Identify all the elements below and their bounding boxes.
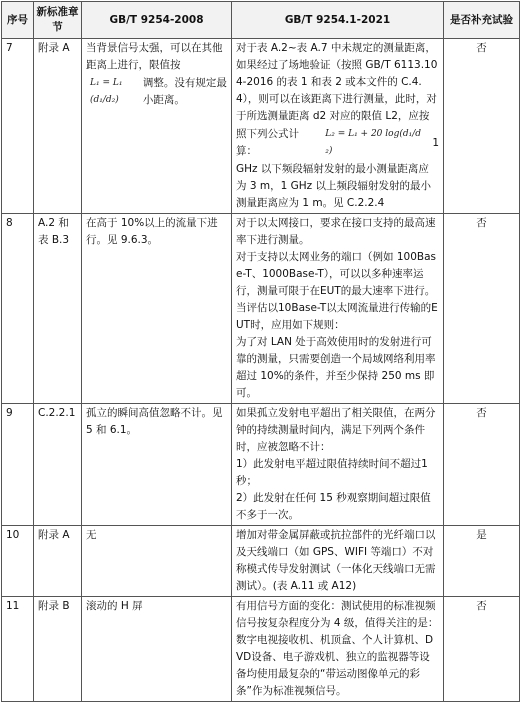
row-number: 11	[2, 597, 34, 702]
row-supplementary: 否	[444, 597, 520, 702]
row-old-content: 孤立的瞬间高值忽略不计。见 5 和 6.1。	[82, 404, 232, 526]
header-row	[2, 2, 520, 39]
row-number: 10	[2, 526, 34, 597]
row-supplementary: 否	[444, 214, 520, 404]
row-number: 8	[2, 214, 34, 404]
header-new-standard: GB/T 9254.1-2021	[232, 2, 444, 39]
row-new-content	[232, 526, 444, 597]
row-old-content	[82, 39, 232, 214]
formula-label: 照下列公式计算：	[236, 128, 299, 157]
new-text: 当评估以10Base-T以太网流量进行传输的EUT时，应用如下规则：	[236, 302, 438, 331]
new-text: 如果孤立发射电平超出了相关限值，在两分钟的持续测量时间内，满足下列两个条件时，应被忽略不计：	[236, 407, 436, 453]
table-row	[2, 214, 520, 404]
header-old-standard: GB/T 9254-2008	[82, 2, 232, 39]
row-number: 7	[2, 39, 34, 214]
new-text: 对于支持以太网业务的端口（例如 100Base-T、1000Base-T），可以以多种速率运行，测量可限于在EUT的最大速率下进行。	[236, 251, 436, 297]
table-row	[2, 526, 520, 597]
new-text: GHz 以下频段辐射发射的最小测量距离应为 3 m，1 GHz 以上频段辐射发射的最小测量距离应为 1 m。见 C.2.2.4	[236, 163, 431, 209]
table-row	[2, 39, 520, 214]
new-text: 2）此发射在任何 15 秒观察期间超过限值不多于一次。	[236, 492, 431, 521]
old-text-after: 调整。没有规定最小距离。	[142, 77, 227, 106]
new-text: 为了对 LAN 处于高效使用时的发射进行可靠的测量，只需要创造一个局域网络利用率超过 10%的条件，并至少保持 250 ms 即可。	[236, 336, 436, 399]
row-section: C.2.2.1	[34, 404, 82, 526]
old-text: 当背景信号太强，可以在其他距离上进行，限值按	[86, 42, 223, 71]
new-text: 对于以太网接口，要求在接口支持的最高速率下进行测量。	[236, 217, 436, 246]
row-section: 附录 A	[34, 526, 82, 597]
row-section: 附录 B	[34, 597, 82, 702]
row-section: A.2 和表 B.3	[34, 214, 82, 404]
new-text: 对于表 A.2~表 A.7 中未规定的测量距离，如果经过了场地验证（按照 GB/T 6113.104-2016 的表 1 和表 2 或本文件的 C.4.4），则可以在该距离下进行测量，此时，对于所选测量距离 d2 对应的限值 L2，应按	[236, 42, 438, 122]
formula-old: L₁ = L₁ (d₁/d₂)	[90, 78, 123, 105]
row-section: 附录 A	[34, 39, 82, 214]
row-new-content	[232, 404, 444, 526]
formula-new: L₂ = L₁ + 20 log(d₁/d₂)	[325, 129, 422, 156]
new-text: 有用信号方面的变化：测试使用的标准视频信号按复杂程度分为 4 级，值得关注的是：	[236, 600, 439, 629]
row-number: 9	[2, 404, 34, 526]
table-row	[2, 597, 520, 702]
row-old-content: 无	[82, 526, 232, 597]
new-text: 数字电视接收机、机顶盒、个人计算机、DVD设备、电子游戏机、独立的监视器等设备均使用最复杂的“带运动图像单元的彩条”作为标准视频信号。	[236, 634, 434, 697]
comparison-table	[1, 1, 520, 702]
header-supplementary: 是否补充试验	[444, 2, 520, 39]
row-new-content	[232, 214, 444, 404]
header-section: 新标准章节	[34, 2, 82, 39]
row-supplementary: 否	[444, 404, 520, 526]
table-row	[2, 404, 520, 526]
row-new-content	[232, 39, 444, 214]
row-old-content: 滚动的 H 屏	[82, 597, 232, 702]
header-no: 序号	[2, 2, 34, 39]
row-supplementary: 是	[444, 526, 520, 597]
row-new-content	[232, 597, 444, 702]
new-text: 增加对带金属屏蔽或抗拉部件的光纤端口以及天线端口（如 GPS、WIFI 等端口）不对称模式传导发射测试（一体化天线端口无需测试）。(表 A.11 或 A12)	[236, 529, 436, 592]
row-old-content: 在高于 10%以上的流量下进行。见 9.6.3。	[82, 214, 232, 404]
new-text: 1）此发射电平超过限值持续时间不超过1秒；	[236, 458, 428, 487]
row-supplementary: 否	[444, 39, 520, 214]
formula-tail: 1	[432, 136, 439, 149]
